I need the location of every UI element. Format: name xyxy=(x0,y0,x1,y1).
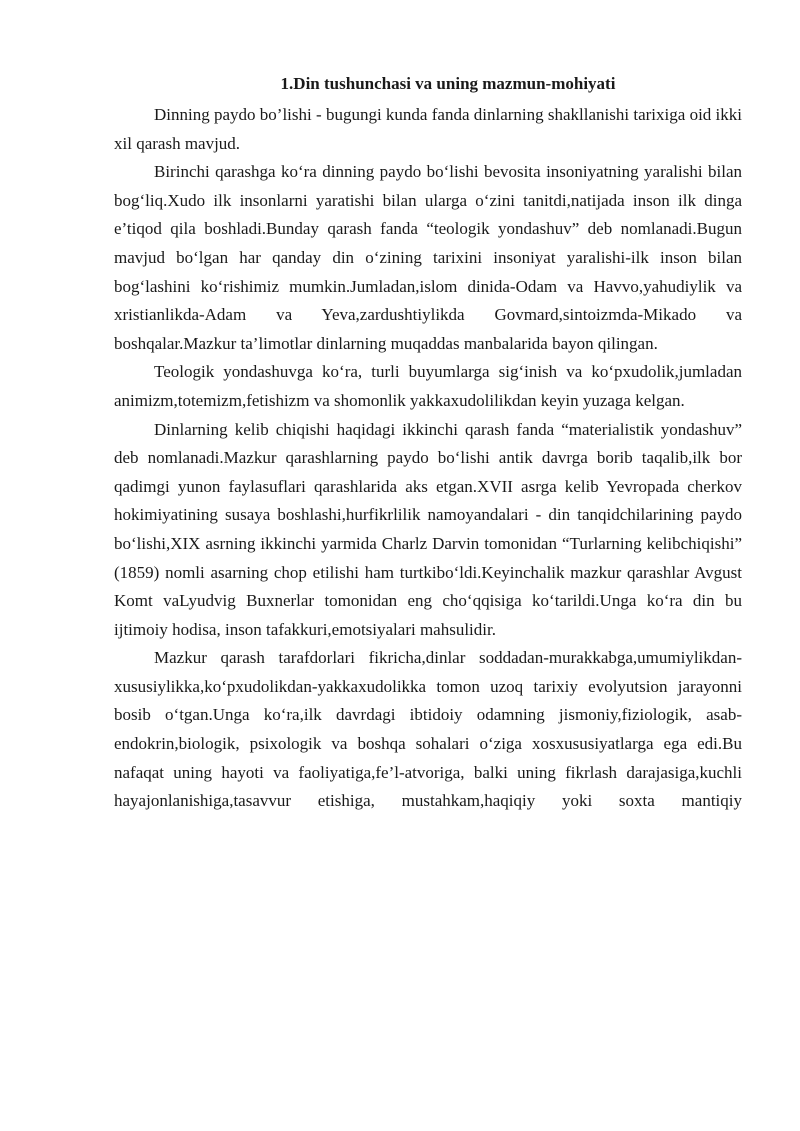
paragraph-4: Dinlarning kelib chiqishi haqidagi ikkinchi qarash fanda “materialistik yondashuv” deb nomlanadi.Mazkur qarashlarning paydo bo‘lishi antik davrga borib taqalib,ilk bor qadimgi yunon faylasuflari qarashlarida aks etgan.XVII asrga kelib Yevropada cherkov hokimiyatining susaya boshlashi,hurfikrlilik namoyandalari - din tanqidchilarining paydo bo‘lishi,XIX asrning ikkinchi yarmida Charlz Darvin tomonidan “Turlarning kelibchiqishi” (1859) nomli asarning chop etilishi ham turtkibo‘ldi.Keyinchalik mazkur qarashlar Avgust Komt vaLyudvig Buxnerlar tomonidan eng cho‘qqisiga ko‘tarildi.Unga ko‘ra din bu ijtimoiy hodisa, inson tafakkuri,emotsiyalari mahsulidir. xyxy=(114,419,742,639)
paragraph-5: Mazkur qarash tarafdorlari fikricha,dinlar soddadan-murakkabga,umumiylikdan-xususiylikka,ko‘pxudolikdan-yakkaxudolikka tomon uzoq tarixiy evolyutsion jarayonni bosib o‘tgan.Unga ko‘ra,ilk davrdagi ibtidoiy odamning jismoniy,fiziologik, asab-endokrin,biologik, psixologik va boshqa sohalari o‘ziga xosxususiyatlarga ega edi.Bu nafaqat uning hayoti va faoliyatiga,fe’l-atvoriga, balki uning fikrlash darajasiga,kuchli hayajonlanishiga,tasavvur etishiga, mustahkam,haqiqiy yoki soxta mantiqiy xyxy=(114,648,742,811)
paragraph-2: Birinchi qarashga ko‘ra dinning paydo bo‘lishi bevosita insoniyatning yaralishi bilan bog‘liq.Xudo ilk insonlarni yaratishi bilan ularga o‘zini tanitdi,natijada inson ilk dinga e’tiqod qila boshladi.Bunday qarash fanda “teologik yondashuv” deb nomlanadi.Bugun mavjud bo‘lgan har qanday din o‘zining tarixini insoniyat yaralishi-ilk inson bilan bog‘lashini ko‘rishimiz mumkin.Jumladan,islom dinida-Odam va Havvo,yahudiylik va xristianlikda-Adam va Yeva,zardushtiylikda Govmard,sintoizmda-Mikado va boshqalar.Mazkur ta’limotlar dinlarning muqaddas manbalarida bayon qilingan. xyxy=(114,162,742,353)
document-title: 1.Din tushunchasi va uning mazmun-mohiyati xyxy=(280,74,616,93)
paragraph-1: Dinning paydo bo’lishi - bugungi kunda fanda dinlarning shakllanishi tarixiga oid ikki xil qarash mavjud. xyxy=(114,105,742,153)
paragraph-3: Teologik yondashuvga ko‘ra, turli buyumlarga sig‘inish va ko‘pxudolik,jumladan animizm,totemizm,fetishizm va shomonlik yakkaxudolilikdan keyin yuzaga kelgan. xyxy=(114,362,742,410)
document-page xyxy=(114,70,742,816)
